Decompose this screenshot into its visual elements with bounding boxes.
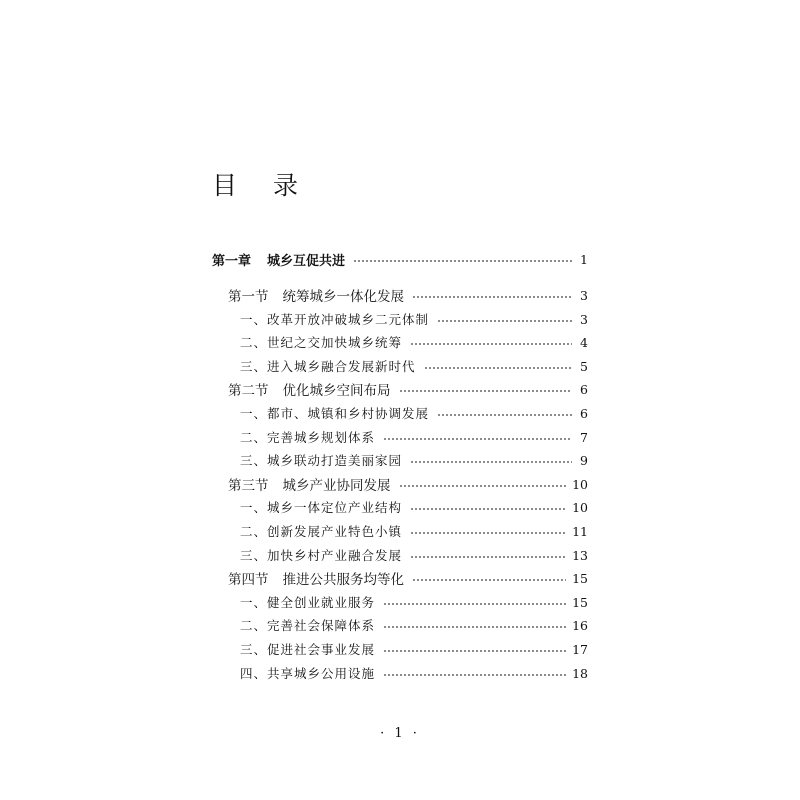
dot-leader xyxy=(383,438,572,440)
toc-item-label: 二、世纪之交加快城乡统筹 xyxy=(240,335,403,350)
dot-leader xyxy=(437,414,572,416)
toc-section-label xyxy=(228,379,391,399)
page-title: 目 录 xyxy=(212,171,312,200)
dot-leader xyxy=(353,260,572,262)
toc-item-row[interactable] xyxy=(240,309,588,329)
section-number: 第二节 xyxy=(228,383,269,399)
toc-item-label: 一、改革开放冲破城乡二元体制 xyxy=(240,312,430,327)
toc-item-row[interactable] xyxy=(240,356,588,376)
toc-item-row[interactable] xyxy=(240,663,588,683)
toc-section-label xyxy=(228,568,404,588)
toc-item-label: 一、城乡一体定位产业结构 xyxy=(240,500,403,515)
page-number: 6 xyxy=(580,381,588,397)
section-title: 推进公共服务均等化 xyxy=(282,572,404,588)
dot-leader xyxy=(383,674,566,676)
dot-leader xyxy=(383,603,566,605)
page-number: 10 xyxy=(572,499,588,515)
page-number: 6 xyxy=(580,405,588,421)
page-number: 16 xyxy=(572,617,588,633)
dot-leader xyxy=(412,579,566,581)
page-number: 11 xyxy=(572,523,588,539)
page-number: 3 xyxy=(580,287,588,303)
toc-item-label: 一、都市、城镇和乡村协调发展 xyxy=(240,406,430,421)
toc-item-label: 一、健全创业就业服务 xyxy=(240,595,376,610)
dot-leader xyxy=(383,626,566,628)
dot-leader xyxy=(399,485,567,487)
toc-item-row[interactable] xyxy=(240,497,588,517)
section-title: 优化城乡空间布局 xyxy=(282,383,391,399)
toc-item-label: 二、创新发展产业特色小镇 xyxy=(240,524,403,539)
toc-item-label: 四、共享城乡公用设施 xyxy=(240,666,376,681)
dot-leader xyxy=(383,650,566,652)
toc-item-label: 三、进入城乡融合发展新时代 xyxy=(240,359,416,374)
toc-section-row[interactable] xyxy=(228,568,588,588)
chapter-number: 第一章 xyxy=(212,253,252,269)
dot-leader xyxy=(399,390,573,392)
toc-section-label xyxy=(228,474,391,494)
section-number: 第一节 xyxy=(228,289,269,305)
page-number: 15 xyxy=(572,594,588,610)
page-number: 10 xyxy=(572,476,588,492)
section-title: 统筹城乡一体化发展 xyxy=(282,289,404,305)
toc-section-row[interactable] xyxy=(228,379,588,399)
dot-leader xyxy=(412,296,572,298)
toc-item-row[interactable] xyxy=(240,521,588,541)
toc-item-row[interactable] xyxy=(240,403,588,423)
toc-chapter-label xyxy=(212,250,345,269)
page-number: 4 xyxy=(580,334,588,350)
toc-section-row[interactable] xyxy=(228,285,588,305)
page-number: 9 xyxy=(580,452,588,468)
page-number: 3 xyxy=(580,311,588,327)
dot-leader xyxy=(410,556,566,558)
toc-item-label: 三、促进社会事业发展 xyxy=(240,642,376,657)
page-number: 13 xyxy=(572,547,588,563)
toc-item-label: 二、完善社会保障体系 xyxy=(240,618,376,633)
page-number: 7 xyxy=(580,429,588,445)
dot-leader xyxy=(410,343,572,345)
toc-item-row[interactable] xyxy=(240,639,588,659)
section-number: 第四节 xyxy=(228,572,269,588)
toc-item-row[interactable] xyxy=(240,545,588,565)
section-title: 城乡产业协同发展 xyxy=(282,478,391,494)
section-number: 第三节 xyxy=(228,478,269,494)
dot-leader xyxy=(424,367,572,369)
dot-leader xyxy=(437,320,572,322)
toc-item-row[interactable] xyxy=(240,332,588,352)
page-number: 15 xyxy=(572,570,588,586)
page-number: 1 xyxy=(580,251,588,267)
page-number: 17 xyxy=(572,641,588,657)
toc-section-row[interactable] xyxy=(228,474,588,494)
toc-item-label: 三、加快乡村产业融合发展 xyxy=(240,548,403,563)
toc-item-row[interactable] xyxy=(240,592,588,612)
page-footer: · 1 · xyxy=(380,726,420,741)
toc-item-row[interactable] xyxy=(240,427,588,447)
chapter-title: 城乡互促共进 xyxy=(267,253,346,269)
dot-leader xyxy=(410,461,572,463)
dot-leader xyxy=(410,532,566,534)
toc-chapter-row[interactable] xyxy=(212,249,588,269)
toc-item-label: 二、完善城乡规划体系 xyxy=(240,430,376,445)
toc-item-label: 三、城乡联动打造美丽家园 xyxy=(240,453,403,468)
toc-item-row[interactable] xyxy=(240,615,588,635)
dot-leader xyxy=(410,508,566,510)
toc-section-label xyxy=(228,285,404,305)
toc-item-row[interactable] xyxy=(240,450,588,470)
page-number: 18 xyxy=(572,665,588,681)
page-number: 5 xyxy=(580,358,588,374)
